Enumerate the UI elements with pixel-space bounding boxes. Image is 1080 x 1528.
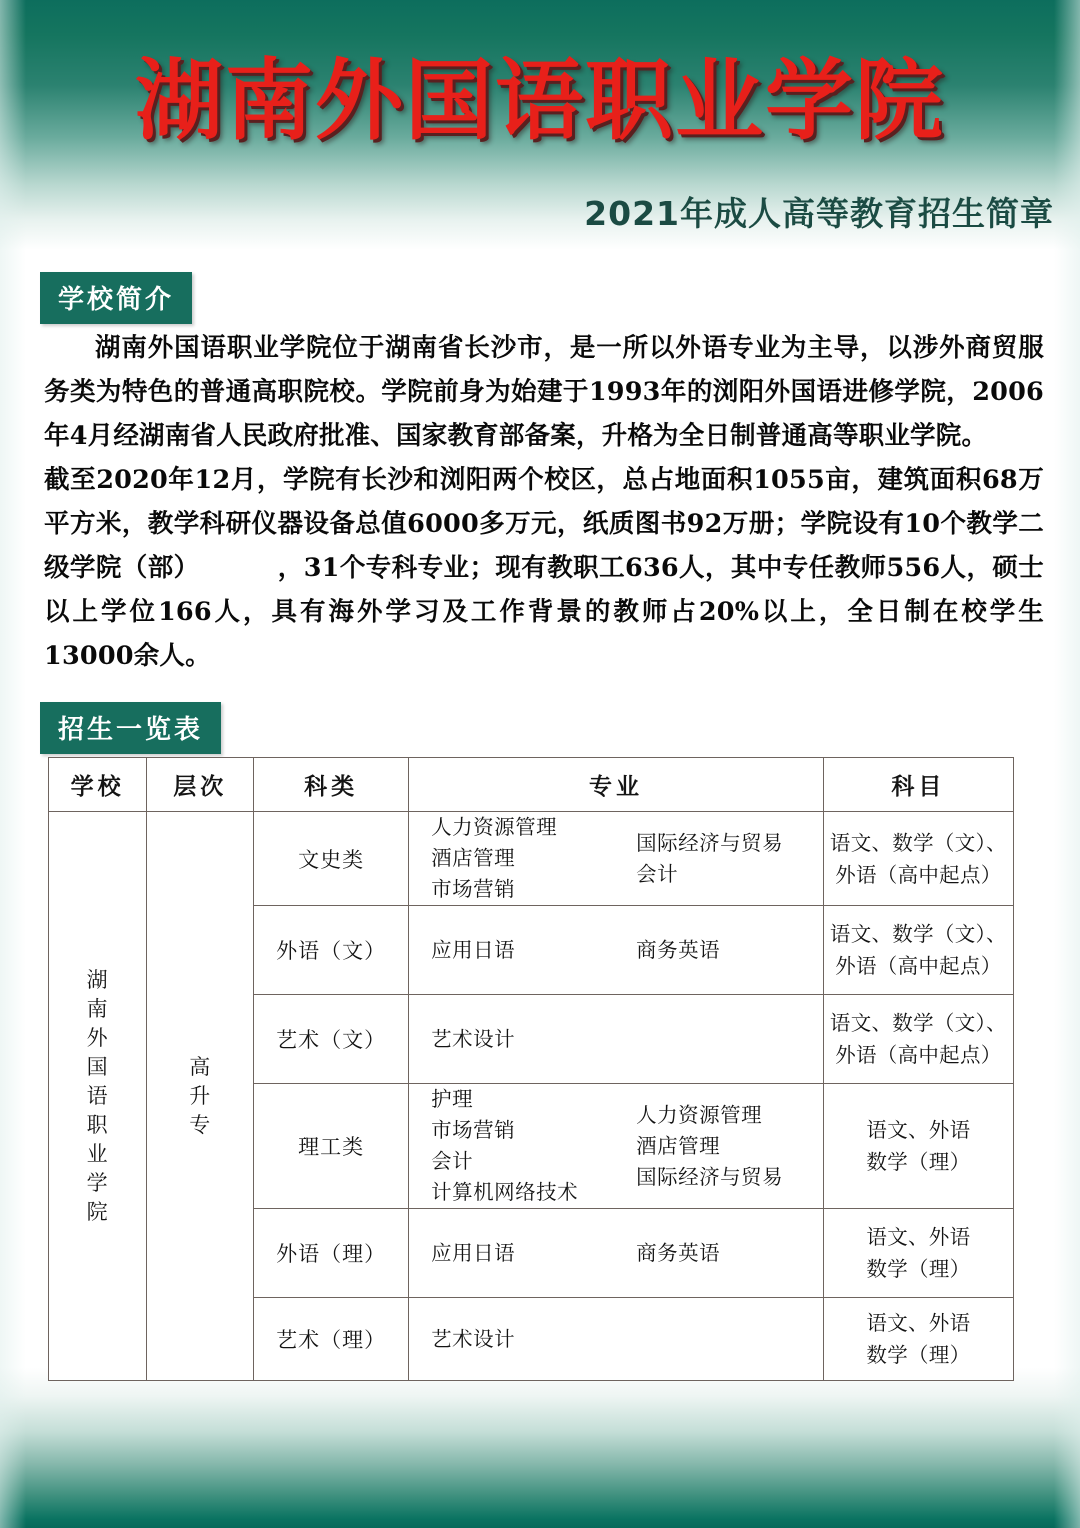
major-item: 市场营销 <box>431 1118 516 1142</box>
column-header-subject: 科目 <box>823 758 1013 812</box>
major-item: 艺术设计 <box>431 1026 516 1051</box>
major-item: 酒店管理 <box>431 846 516 870</box>
subject-line: 语文、数学（文）、 <box>829 1011 1007 1035</box>
major-item: 人力资源管理 <box>431 815 558 839</box>
cell-category: 文史类 <box>254 812 409 906</box>
cell-majors <box>409 906 824 995</box>
cell-majors <box>409 1298 824 1381</box>
cell-category: 艺术（理） <box>254 1298 409 1381</box>
subject-line: 语文、外语 <box>866 1118 971 1142</box>
majors-column-left <box>409 1238 636 1269</box>
major-item: 艺术设计 <box>431 1326 516 1351</box>
cell-majors <box>409 995 824 1084</box>
school-name-char: 国 <box>86 1054 109 1079</box>
major-item: 护理 <box>431 1087 474 1111</box>
column-header-major: 专业 <box>409 758 824 812</box>
poster-subtitle: 2021年成人高等教育招生简章 <box>584 194 1054 233</box>
cell-subjects <box>823 995 1013 1084</box>
school-name-title: 湖南外国语职业学院 <box>134 49 945 152</box>
cell-subjects <box>823 1209 1013 1298</box>
subject-line: 数学（理） <box>866 1257 971 1281</box>
subject-line: 语文、数学（文）、 <box>829 922 1007 946</box>
column-header-level: 层次 <box>147 758 254 812</box>
cell-majors <box>409 1084 824 1209</box>
level-char: 专 <box>189 1112 212 1137</box>
school-name-char: 院 <box>86 1199 109 1224</box>
subject-line: 数学（理） <box>866 1150 971 1174</box>
subject-line: 语文、外语 <box>866 1311 971 1335</box>
majors-column-left <box>409 935 636 966</box>
major-item: 国际经济与贸易 <box>636 830 784 855</box>
poster-header <box>0 0 1080 250</box>
major-item: 人力资源管理 <box>636 1102 763 1127</box>
major-item: 国际经济与贸易 <box>636 1164 784 1189</box>
cell-subjects <box>823 812 1013 906</box>
major-item: 会计 <box>431 1149 474 1173</box>
school-name-char: 南 <box>86 996 109 1021</box>
column-header-school: 学校 <box>49 758 147 812</box>
major-item: 应用日语 <box>431 1240 516 1265</box>
cell-subjects <box>823 1084 1013 1209</box>
school-name-char: 语 <box>86 1083 109 1108</box>
intro-paragraph-1: 湖南外国语职业学院位于湖南省长沙市，是一所以外语专业为主导，以涉外商贸服务类为特色的普通高职院校。学院前身为始建于1993年的浏阳外国语进修学院，2006年4月经湖南省人民政府批准、国家教育部备案，升格为全日制普通高等职业学院。 <box>44 333 1044 451</box>
table-header-row <box>49 758 1014 812</box>
section-heading-enrollment-table: 招生一览表 <box>40 702 221 754</box>
enrollment-table <box>48 757 1014 1381</box>
intro-paragraph-2 <box>44 458 1044 678</box>
table-body <box>49 812 1014 1381</box>
major-item: 市场营销 <box>431 877 516 901</box>
cell-school-name <box>49 812 147 1381</box>
majors-column-right <box>636 1100 796 1193</box>
majors-column-right <box>636 1238 796 1269</box>
column-header-category: 科类 <box>254 758 409 812</box>
enrollment-table-wrapper <box>48 757 1014 1381</box>
major-item: 酒店管理 <box>636 1133 721 1158</box>
cell-category: 艺术（文） <box>254 995 409 1084</box>
subject-line: 外语（高中起点） <box>835 862 1002 887</box>
majors-column-left <box>409 1024 636 1055</box>
major-item: 计算机网络技术 <box>431 1180 579 1204</box>
cell-majors <box>409 812 824 906</box>
intro-paragraph-2-part1: 截至2020年12月，学院有长沙和浏阳两个校区，总占地面积1055亩，建筑面积68万平方米，教学科研仪器设备总值6000多万元，纸质图书92万册；学院设有10个教学二级学院（部） <box>44 465 1044 583</box>
majors-column-left <box>409 1324 636 1355</box>
major-item: 商务英语 <box>636 937 721 962</box>
subject-line: 语文、数学（文）、 <box>829 830 1007 855</box>
school-intro-text <box>44 326 1044 678</box>
section-heading-school-intro: 学校简介 <box>40 272 192 324</box>
cell-category: 外语（理） <box>254 1209 409 1298</box>
school-name-char: 外 <box>86 1025 109 1050</box>
subject-line: 语文、外语 <box>866 1225 971 1249</box>
cell-level <box>147 812 254 1381</box>
cell-majors <box>409 1209 824 1298</box>
subject-line: 外语（高中起点） <box>835 954 1002 978</box>
table-head <box>49 758 1014 812</box>
table-row <box>49 812 1014 906</box>
school-name-char: 职 <box>86 1112 109 1137</box>
level-char: 高 <box>189 1054 212 1079</box>
major-item: 应用日语 <box>431 937 516 962</box>
major-item: 会计 <box>636 861 679 886</box>
subject-line: 数学（理） <box>866 1343 971 1367</box>
level-char: 升 <box>189 1083 212 1108</box>
school-name-char: 业 <box>86 1141 109 1166</box>
major-item: 商务英语 <box>636 1240 721 1265</box>
cell-category: 理工类 <box>254 1084 409 1209</box>
subject-line: 外语（高中起点） <box>835 1043 1002 1067</box>
school-name-char: 学 <box>86 1170 109 1195</box>
intro-paragraph-2-part2: ，31个专科专业；现有教职工636人，其中专任教师556人，硕士以上学位166人，具有海外学习及工作背景的教师占20%以上，全日制在校学生13000余人。 <box>44 553 1044 671</box>
majors-column-right <box>636 935 796 966</box>
cell-subjects <box>823 906 1013 995</box>
school-name-char: 湖 <box>86 967 109 992</box>
cell-category: 外语（文） <box>254 906 409 995</box>
majors-column-left <box>409 812 636 905</box>
majors-column-left <box>409 1084 636 1208</box>
majors-column-right <box>636 828 796 890</box>
cell-subjects <box>823 1298 1013 1381</box>
